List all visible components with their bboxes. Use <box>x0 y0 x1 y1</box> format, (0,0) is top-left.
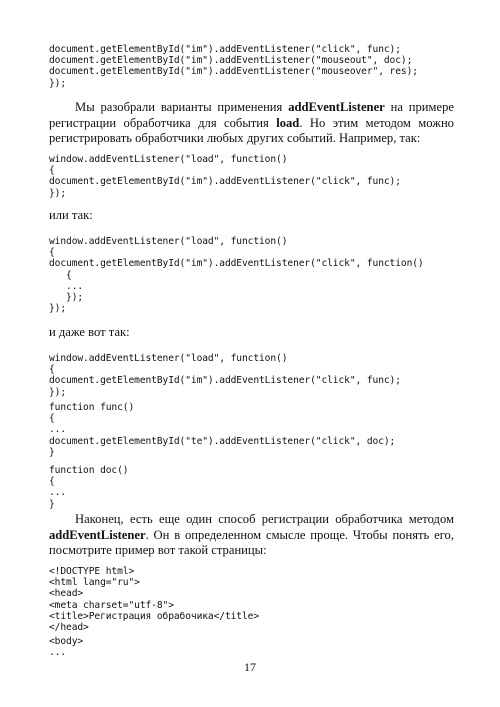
para2-bold-method: addEventListener <box>49 527 146 542</box>
para1-text-1: Мы разобрали варианты применения <box>75 100 289 114</box>
para2-text-2: . Он в определенном смысле проще. Чтобы понять его, посмотрите пример вот такой страницы: <box>49 527 454 558</box>
code-block-anonymous-handler: window.addEventListener("load", function() { document.getElementById("im").addEventListener("click", function() { ... }); }); <box>49 236 424 315</box>
label-even-so: и даже вот так: <box>49 325 130 339</box>
para2-text-1: Наконец, есть еще один способ регистрации обработчика методом <box>75 512 454 526</box>
code-block-html-head: <!DOCTYPE html> <html lang="ru"> <head> <meta charset="utf-8"> <title>Регистрация обрабочика</title> </head> <box>49 566 260 634</box>
code-block-function-func: function func() { ... document.getElementById("te").addEventListener("click", doc); } <box>49 402 396 458</box>
code-block-body: <body> ... <box>49 636 84 659</box>
code-block-window-load: window.addEventListener("load", function() { document.getElementById("im").addEventListener("click", func); }); <box>49 154 401 199</box>
page-number: 17 <box>244 660 256 674</box>
para1-bold-event: load <box>276 115 300 130</box>
code-block-window-load-2: window.addEventListener("load", function() { document.getElementById("im").addEventListener("click", func); }); <box>49 353 401 398</box>
para1-text-2: на примере регистрации обработчика для события <box>49 100 454 130</box>
code-block-function-doc: function doc() { ... } <box>49 465 129 510</box>
label-or-so: или так: <box>49 208 93 222</box>
paragraph-another-way <box>49 512 454 559</box>
paragraph-addeventlistener-usage <box>49 100 454 147</box>
para1-bold-method: addEventListener <box>288 100 385 114</box>
code-block-event-listeners: document.getElementById("im").addEventListener("click", func); document.getElementById("im").addEventListener("mouseout", doc); document.getElementById("im").addEventListener("mouseover", res); }); <box>49 44 418 89</box>
para1-text-3: . Но этим методом можно регистрировать обработчики любых других событий. Например, так: <box>49 115 454 146</box>
